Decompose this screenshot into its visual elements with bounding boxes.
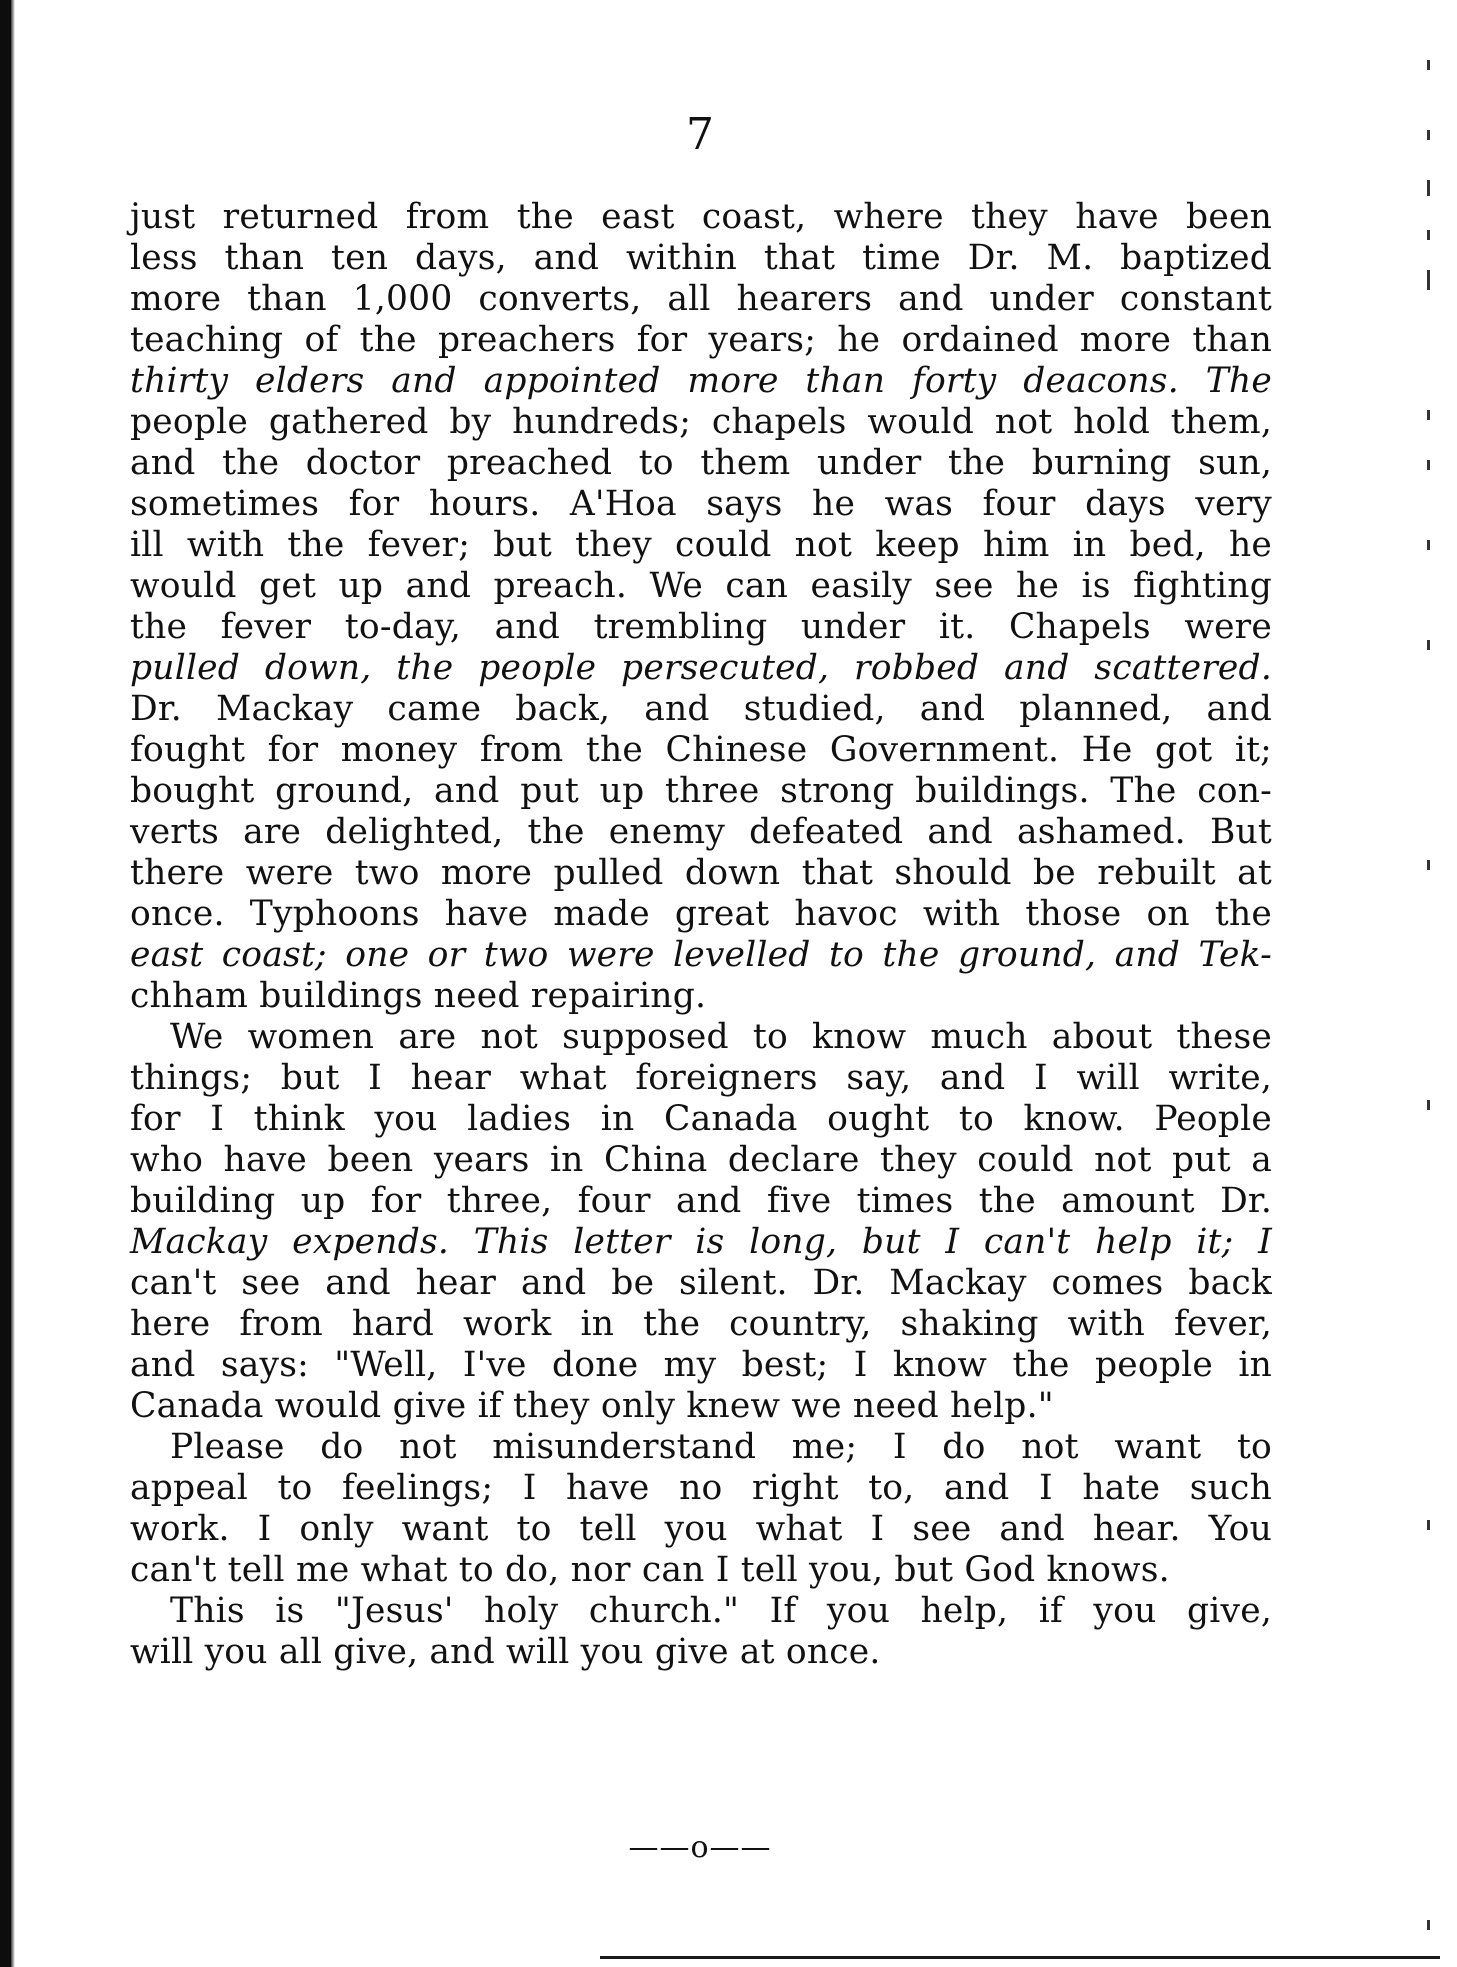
text-line: work. I only want to tell you what I see and hear. You (130, 1509, 1272, 1549)
text-line: Dr. Mackay came back, and studied, and planned, and (130, 689, 1272, 729)
scan-speck (1427, 860, 1430, 870)
scan-speck (1427, 640, 1430, 650)
text-line: who have been years in China declare they could not put a (130, 1140, 1272, 1180)
text-line: can't tell me what to do, nor can I tell you, but God knows. (130, 1550, 1170, 1590)
scan-speck (1427, 540, 1430, 550)
text-line: Mackay expends. This letter is long, but I can't help it; I (130, 1222, 1272, 1262)
text-line: once. Typhoons have made great havoc with those on the (130, 894, 1272, 934)
scan-speck (1427, 460, 1430, 470)
text-line: can't see and hear and be silent. Dr. Mackay comes back (130, 1263, 1272, 1303)
page-left-edge (0, 0, 11, 1967)
text-line: will you all give, and will you give at once. (130, 1632, 881, 1672)
section-divider: ——o—— (628, 1830, 772, 1865)
scan-speck (1427, 230, 1430, 240)
text-line: Canada would give if they only knew we need help." (130, 1386, 1054, 1426)
page-left-edge-shadow (11, 0, 15, 1967)
text-line: more than 1,000 converts, all hearers and under constant (130, 279, 1272, 319)
scan-speck (1427, 270, 1430, 290)
text-line: things; but I hear what foreigners say, and I will write, (130, 1058, 1272, 1098)
text-line: Please do not misunderstand me; I do not want to (170, 1427, 1272, 1467)
page-number: 7 (686, 109, 714, 160)
text-line: This is "Jesus' holy church." If you help, if you give, (170, 1591, 1272, 1631)
text-line: and the doctor preached to them under the burning sun, (130, 443, 1272, 483)
text-line: for I think you ladies in Canada ought to know. People (130, 1099, 1272, 1139)
text-line: verts are delighted, the enemy defeated and ashamed. But (130, 812, 1272, 852)
scan-speck (1427, 60, 1430, 70)
scan-speck (1427, 1520, 1430, 1530)
text-line: building up for three, four and five times the amount Dr. (130, 1181, 1272, 1221)
text-line: would get up and preach. We can easily see he is fighting (130, 566, 1272, 606)
text-line: people gathered by hundreds; chapels would not hold them, (130, 402, 1272, 442)
text-line: We women are not supposed to know much about these (170, 1017, 1272, 1057)
bottom-rule (600, 1956, 1440, 1959)
body-text (130, 197, 1272, 1673)
text-line: the fever to-day, and trembling under it. Chapels were (130, 607, 1272, 647)
text-line: bought ground, and put up three strong buildings. The con- (130, 771, 1272, 811)
text-line: fought for money from the Chinese Government. He got it; (130, 730, 1272, 770)
text-line: and says: "Well, I've done my best; I know the people in (130, 1345, 1272, 1385)
paragraph (130, 1017, 1272, 1427)
text-line: there were two more pulled down that should be rebuilt at (130, 853, 1272, 893)
paragraph (130, 197, 1272, 1017)
scan-speck (1427, 1920, 1430, 1930)
paragraph (130, 1591, 1272, 1673)
scan-speck (1427, 1100, 1430, 1110)
text-line: thirty elders and appointed more than forty deacons. The (130, 361, 1272, 401)
text-line: appeal to feelings; I have no right to, and I hate such (130, 1468, 1272, 1508)
scan-speck (1427, 410, 1430, 420)
text-line: east coast; one or two were levelled to the ground, and Tek- (130, 935, 1272, 975)
scan-speck (1427, 130, 1430, 140)
text-line: less than ten days, and within that time Dr. M. baptized (130, 238, 1272, 278)
text-line: here from hard work in the country, shaking with fever, (130, 1304, 1272, 1344)
text-line: pulled down, the people persecuted, robbed and scattered. (130, 648, 1272, 688)
text-line: just returned from the east coast, where they have been (130, 197, 1272, 237)
scan-margin-specks (1423, 40, 1435, 1940)
text-line: sometimes for hours. A'Hoa says he was four days very (130, 484, 1272, 524)
scan-speck (1427, 180, 1430, 196)
text-line: chham buildings need repairing. (130, 976, 707, 1016)
paragraph (130, 1427, 1272, 1591)
text-line: ill with the fever; but they could not keep him in bed, he (130, 525, 1272, 565)
text-line: teaching of the preachers for years; he ordained more than (130, 320, 1272, 360)
